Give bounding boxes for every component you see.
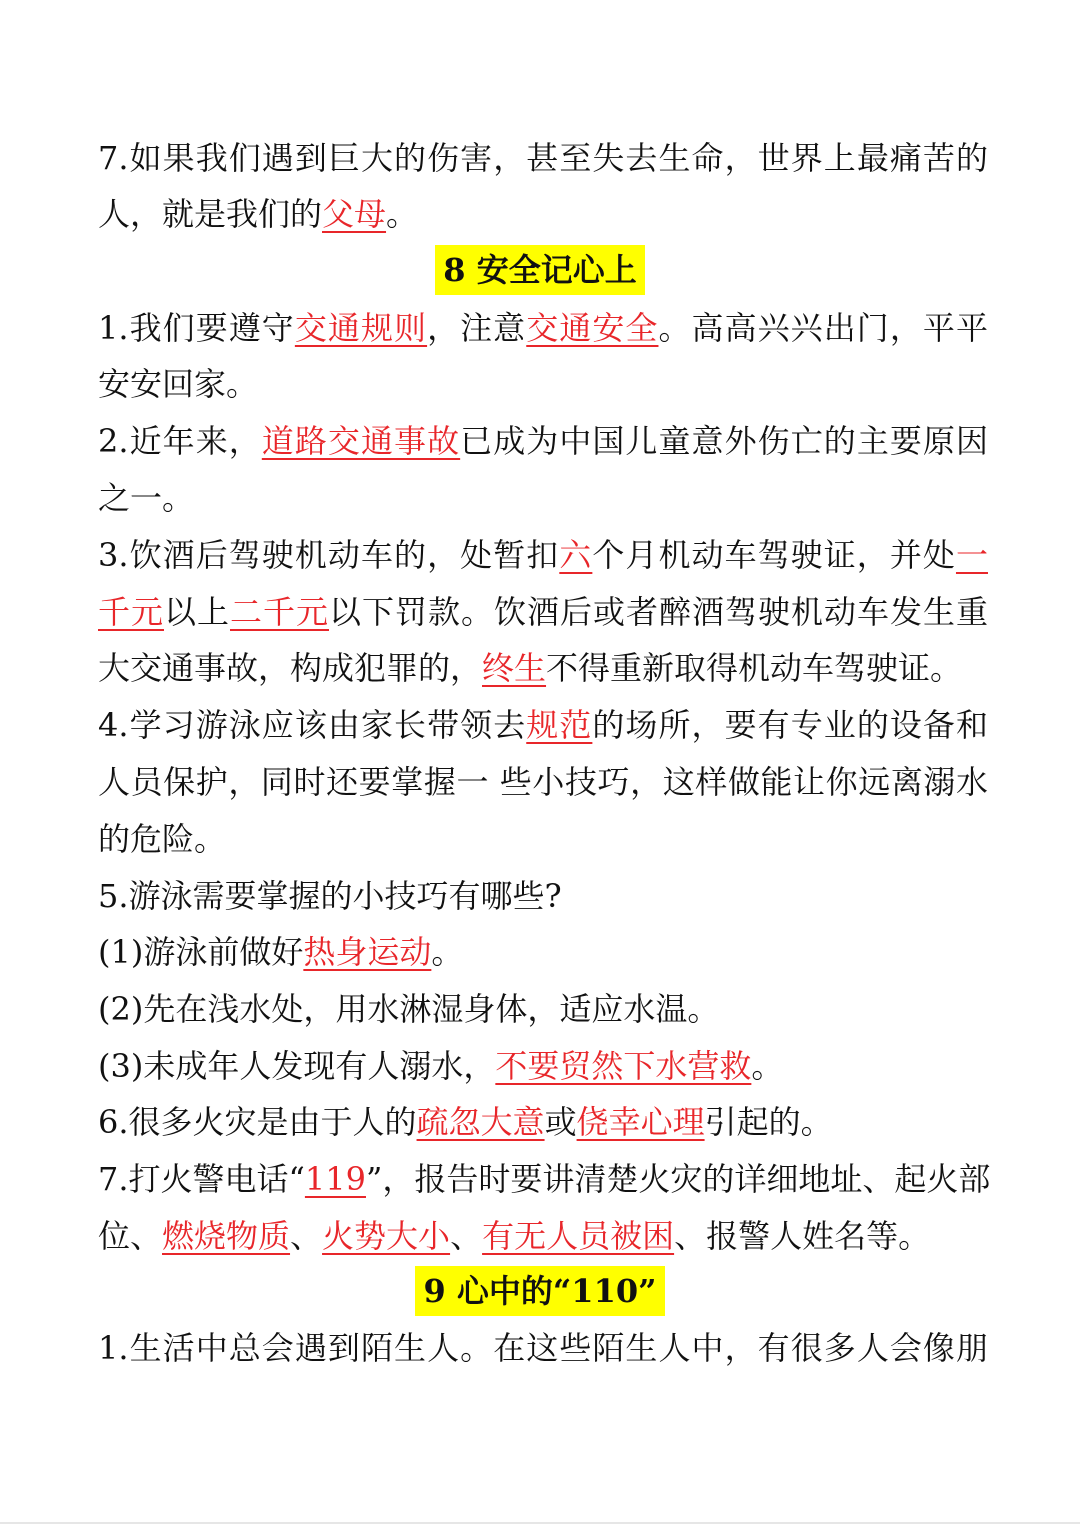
page-bottom-edge bbox=[0, 1522, 1080, 1524]
section-heading: 9 心中的“110” bbox=[415, 1266, 664, 1316]
text-line: (3)未成年人发现有人溺水，不要贸然下水营救。 bbox=[98, 1047, 784, 1085]
answer-text: 热身运动 bbox=[303, 933, 432, 971]
text-line: 2.近年来，道路交通事故已成为中国儿童意外伤亡的主要原因 bbox=[98, 422, 988, 460]
text-line: 人，就是我们的父母。 bbox=[98, 195, 419, 233]
answer-text: 燃烧物质 bbox=[162, 1217, 291, 1255]
text-line: 大交通事故，构成犯罪的，终生不得重新取得机动车驾驶证。 bbox=[98, 649, 963, 687]
text-line: 3.饮酒后驾驶机动车的，处暂扣六个月机动车驾驶证，并处一 bbox=[98, 536, 988, 574]
answer-text: 终生 bbox=[482, 649, 547, 687]
text-line: 1.生活中总会遇到陌生人。在这些陌生人中，有很多人会像朋 bbox=[98, 1329, 988, 1367]
text-line bbox=[98, 130, 988, 186]
text-line: 位、燃烧物质、火势大小、有无人员被困、报警人姓名等。 bbox=[98, 1217, 931, 1255]
answer-text: 六 bbox=[559, 536, 593, 574]
answer-text: 119 bbox=[304, 1160, 366, 1198]
answer-text: 侥幸心理 bbox=[576, 1103, 705, 1141]
answer-text: 有无人员被困 bbox=[482, 1217, 675, 1255]
answer-text: 不要贸然下水营救 bbox=[495, 1047, 752, 1085]
answer-text: 一 bbox=[955, 536, 988, 574]
text-line: 之一。 bbox=[98, 479, 195, 517]
answer-text: 交通规则 bbox=[294, 309, 428, 347]
text-line: 5.游泳需要掌握的小技巧有哪些? bbox=[98, 877, 562, 915]
section-heading-row bbox=[0, 243, 1080, 297]
answer-text: 疏忽大意 bbox=[416, 1103, 545, 1141]
answer-text: 千元 bbox=[98, 593, 164, 631]
text-line: (2)先在浅水处，用水淋湿身体，适应水温。 bbox=[98, 990, 720, 1028]
text-line: (1)游泳前做好热身运动。 bbox=[98, 933, 464, 971]
text-line: 4.学习游泳应该由家长带领去规范的场所，要有专业的设备和 bbox=[98, 706, 988, 744]
answer-text: 二千元 bbox=[230, 593, 329, 631]
section-heading: 8 安全记心上 bbox=[435, 245, 644, 295]
text-line: 7.打火警电话“119”，报告时要讲清楚火灾的详细地址、起火部 bbox=[98, 1160, 991, 1198]
answer-text: 规范 bbox=[526, 706, 593, 744]
text-line: 安安回家。 bbox=[98, 365, 259, 403]
text-line: 人员保护，同时还要掌握一 些小技巧，这样做能让你远离溺水 bbox=[98, 763, 988, 801]
text-line: 的危险。 bbox=[98, 820, 227, 858]
answer-text: 道路交通事故 bbox=[261, 422, 461, 460]
answer-text: 交通安全 bbox=[526, 309, 659, 347]
text-line: 千元以上二千元以下罚款。饮酒后或者醉酒驾驶机动车发生重 bbox=[98, 593, 988, 631]
answer-text: 父母 bbox=[322, 195, 387, 233]
answer-text: 火势大小 bbox=[322, 1217, 451, 1255]
text-line: 6.很多火灾是由于人的疏忽大意或侥幸心理引起的。 bbox=[98, 1103, 833, 1141]
text-line: 1.我们要遵守交通规则，注意交通安全。高高兴兴出门，平平 bbox=[98, 309, 988, 347]
section-heading-row bbox=[0, 1264, 1080, 1318]
text: 7.如果我们遇到巨大的伤害，甚至失去生命，世界上最痛苦的 bbox=[98, 139, 988, 177]
